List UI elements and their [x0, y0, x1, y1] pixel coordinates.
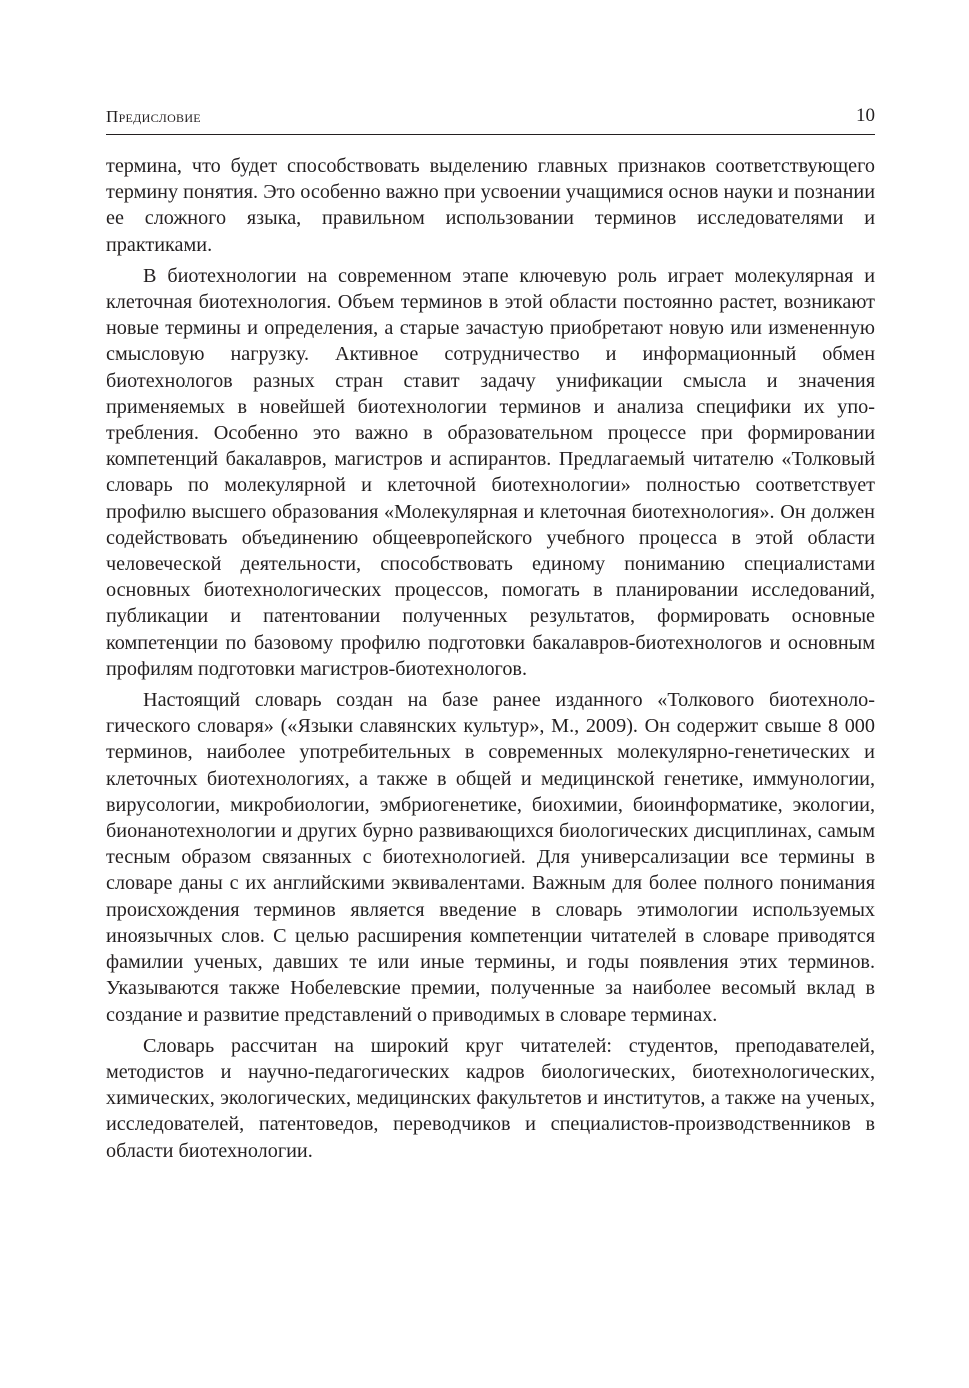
paragraph: Настоящий словарь создан на базе ранее изданного «Толкового биотехнологического словаря» («Языки славянских культур», М., 2009). Он содержит свыше 8 000 терминов, наиболее употребительных в современных молекулярно-генетических и клеточных биотехнологиях, а также в общей и медицинской генетике, иммунологии, вирусологии, микробиологии, эмбриогенетике, биохимии, биоинформатике, экологии, бионанотехнологии и других бурно развивающихся биологических дисциплинах, самым тесным образом связанных с биотехнологией. Для универсализации все термины в словаре даны с их английскими эквивалентами. Важным для более полного понимания происхождения терминов является введение в словарь этимологии используемых иноязычных слов. С целью расширения компетенции читателей в словаре приводятся фамилии ученых, давших те или иные термины, и годы появления этих терминов. Указываются также Нобелевские премии, полученные за наиболее весомый вклад в создание и развитие представлений о приводимых в словаре терминах.	[106, 689, 875, 1026]
paragraph: Словарь рассчитан на широкий круг читателей: студентов, преподавателей, методистов и научно-педагогических кадров биологических, биотехнологических, химических, экологических, медицинских факультетов и институтов, а также на ученых, исследователей, патентоведов, переводчиков и специалистов-производственников в области биотехнологии.	[106, 1034, 875, 1162]
paragraph-continuation: термина, что будет способствовать выделению главных признаков соответствующего термину понятия. Это особенно важно при усвоении учащимися основ науки и познании ее сложного языка, правильном использовании терминов исследователями и практиками.	[106, 155, 875, 256]
page-number: 10	[856, 105, 875, 126]
running-header	[106, 103, 875, 135]
body-text	[106, 153, 875, 1169]
paragraph: В биотехнологии на современном этапе ключевую роль играет молекулярная и клеточная биотехнология. Объем терминов в этой области постоянно растет, возникают новые термины и определения, а старые зачастую приобретают новую или измененную смысловую нагрузку. Активное сотрудничество и информационный обмен биотехнологов разных стран ставит задачу унификации смысла и значения применяемых в новейшей биотехнологии терминов и анализа специфики их употребления. Особенно это важно в образовательном процессе при формировании компетенций бакалавров, магистров и аспирантов. Предлагаемый читателю «Толковый словарь по молекулярной и клеточной биотехнологии» полностью соответствует профилю высшего образования «Молекулярная и клеточная биотехнология». Он должен содействовать объединению общеевропейского учебного процесса в этой области человеческой деятельности, способствовать единому пониманию специалистами основных биотехнологических процессов, помогать в планировании исследований, публикации и патентовании полученных результатов, формировать основные компетенции по базовому профилю подготовки бакалавров-биотехнологов и основным профилям подготовки магистров-биотехнологов.	[106, 264, 875, 680]
section-title: Предисловие	[106, 107, 201, 126]
